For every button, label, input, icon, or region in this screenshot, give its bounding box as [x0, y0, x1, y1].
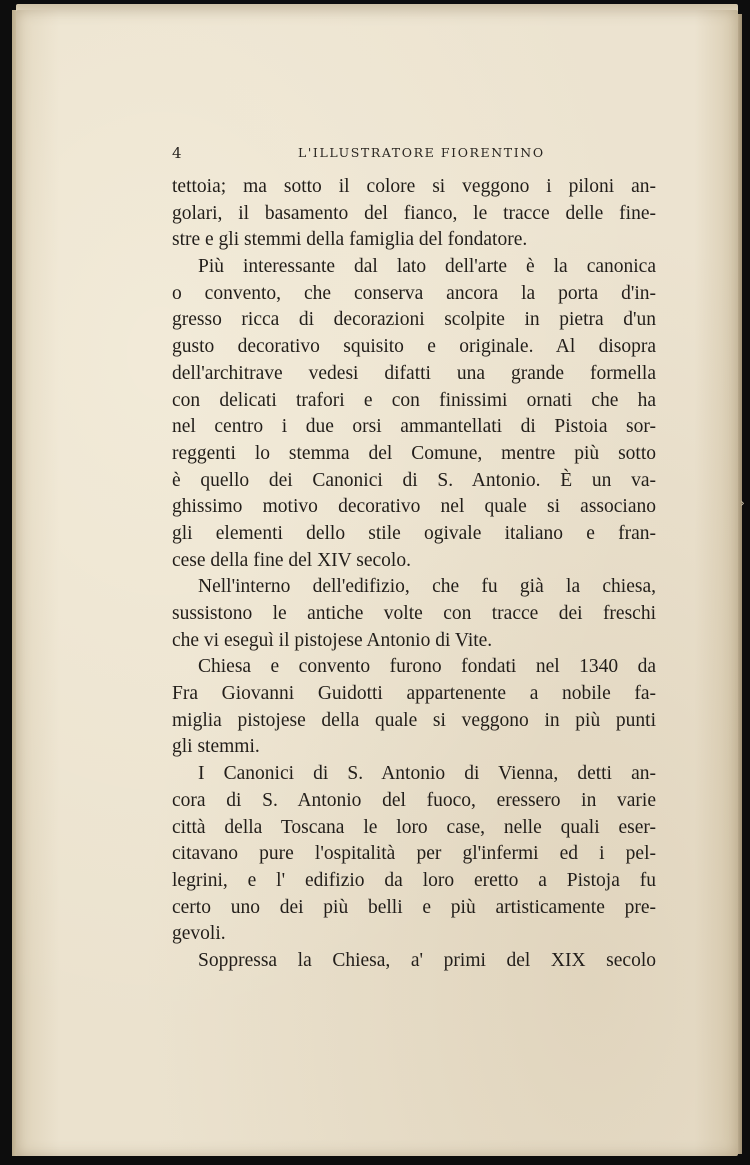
text-line: citavano pure l'ospitalità per gl'infermi ed i pel- [172, 843, 656, 865]
running-title: L'ILLUSTRATORE FIORENTINO [298, 145, 545, 160]
text-line: cese della fine del XIV secolo. [172, 549, 411, 571]
text-line: Soppressa la Chiesa, a' primi del XIX secolo [198, 949, 656, 971]
text-line: città della Toscana le loro case, nelle quali eser- [172, 816, 656, 838]
text-line: sussistono le antiche volte con tracce dei freschi [172, 603, 656, 624]
edge-mark: › [740, 496, 745, 510]
text-line: nel centro i due orsi ammantellati di Pistoia sor- [172, 416, 656, 438]
text-line: certo uno dei più belli e più artisticamente pre- [172, 896, 656, 918]
text-line: dell'architrave vedesi difatti una grande formella [172, 362, 656, 384]
text-line: Chiesa e convento furono fondati nel 1340 da [198, 656, 656, 678]
text-line: con delicati trafori e con finissimi ornati che ha [172, 389, 656, 411]
text-line: che vi eseguì il pistojese Antonio di Vite. [172, 629, 493, 651]
text-line: Più interessante dal lato dell'arte è la canonica [198, 256, 656, 278]
text-line: o convento, che conserva ancora la porta d'in- [172, 282, 656, 304]
text-line: tettoia; ma sotto il colore si veggono i piloni an- [172, 176, 656, 197]
text-line: stre e gli stemmi della famiglia del fondatore. [172, 229, 528, 251]
running-head [172, 142, 656, 164]
text-line: gevoli. [172, 923, 226, 945]
text-line: Nell'interno dell'edifizio, che fu già la chiesa, [198, 576, 656, 598]
body-text [172, 174, 656, 975]
text-line: gli stemmi. [172, 736, 260, 758]
text-line: gusto decorativo squisito e originale. Al disopra [172, 336, 656, 358]
text-line: reggenti lo stemma del Comune, mentre più sotto [172, 442, 656, 464]
text-line: cora di S. Antonio del fuoco, eressero in varie [172, 789, 656, 811]
text-line: Fra Giovanni Guidotti appartenente a nobile fa- [172, 683, 656, 705]
text-line: legrini, e l' edifizio da loro eretto a Pistoja fu [172, 869, 656, 891]
text-line: golari, il basamento del fianco, le tracce delle fine- [172, 202, 656, 224]
text-line: miglia pistojese della quale si veggono in più punti [172, 709, 656, 731]
text-line: ghissimo motivo decorativo nel quale si associano [172, 496, 656, 518]
text-line: è quello dei Canonici di S. Antonio. È un va- [172, 469, 656, 491]
text-line: gresso ricca di decorazioni scolpite in pietra d'un [172, 309, 656, 331]
text-line: I Canonici di S. Antonio di Vienna, detti an- [198, 763, 656, 785]
text-line: gli elementi dello stile ogivale italiano e fran- [172, 522, 656, 544]
page-number: 4 [172, 144, 182, 162]
